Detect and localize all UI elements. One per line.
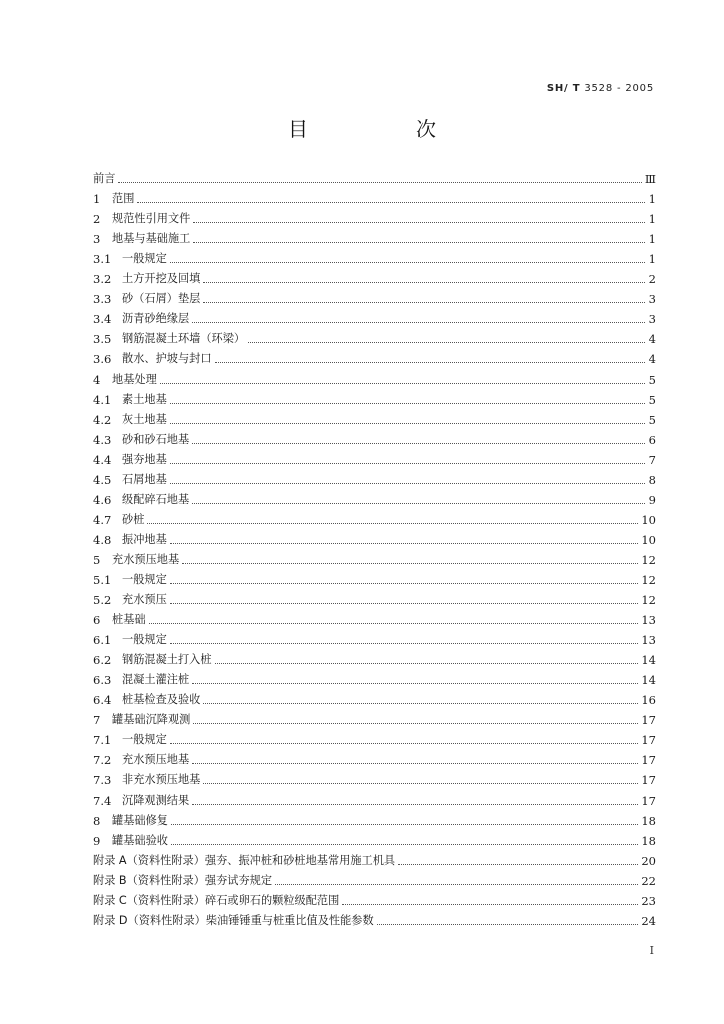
- toc-entry-title: 一般规定: [122, 252, 167, 266]
- toc-entry[interactable]: [93, 687, 656, 707]
- toc-entry[interactable]: [93, 767, 656, 787]
- toc-entry-title: 振冲地基: [122, 532, 167, 546]
- toc-entry-page: 17: [641, 733, 656, 748]
- toc-entry-title: 附录 C（资料性附录）碎石或卵石的颗粒级配范围: [93, 893, 340, 907]
- toc-entry-number: 5.2: [93, 593, 112, 608]
- toc-dot-leader: [170, 642, 639, 644]
- toc-entry-number: 4.8: [93, 532, 112, 547]
- toc-entry-number: 2: [93, 212, 101, 227]
- toc-entry-page: 13: [641, 613, 656, 628]
- toc-entry[interactable]: [93, 848, 656, 868]
- toc-entry-number: 5: [93, 552, 101, 567]
- toc-dot-leader: [203, 281, 645, 283]
- toc-entry-number: 4.5: [93, 472, 112, 487]
- toc-dot-leader: [193, 221, 645, 223]
- toc-dot-leader: [193, 722, 638, 724]
- toc-entry-page: 7: [648, 452, 656, 467]
- toc-entry[interactable]: [93, 908, 656, 928]
- toc-dot-leader: [215, 662, 639, 664]
- toc-dot-leader: [248, 341, 645, 343]
- toc-entry-title: 附录 A（资料性附录）强夯、振冲桩和砂桩地基常用施工机具: [93, 853, 396, 867]
- toc-entry-page: 1: [648, 252, 656, 267]
- toc-entry-title: 罐基础沉降观测: [112, 713, 191, 727]
- toc-entry-page: 9: [648, 492, 656, 507]
- toc-dot-leader: [193, 241, 645, 243]
- toc-entry-number: 4.4: [93, 452, 112, 467]
- toc-dot-leader: [160, 382, 645, 384]
- page-number: I: [649, 944, 654, 957]
- toc-entry-title: 范围: [112, 192, 135, 206]
- toc-entry-title: 充水预压地基: [122, 753, 190, 767]
- toc-dot-leader: [192, 502, 645, 504]
- toc-entry[interactable]: [93, 868, 656, 888]
- toc-entry-title: 石屑地基: [122, 472, 167, 486]
- toc-entry-page: 23: [641, 893, 656, 908]
- toc-entry-title: 强夯地基: [122, 452, 167, 466]
- toc-entry-number: 4.6: [93, 492, 112, 507]
- toc-dot-leader: [398, 863, 638, 865]
- toc-entry-number: 4.3: [93, 432, 112, 447]
- toc-entry-page: 3: [648, 312, 656, 327]
- toc-entry[interactable]: [93, 266, 656, 286]
- toc-entry-title: 沥青砂绝缘层: [122, 312, 190, 326]
- toc-entry-number: 7.3: [93, 773, 112, 788]
- toc-entry[interactable]: [93, 607, 656, 627]
- toc-entry-number: 3: [93, 232, 101, 247]
- toc-entry-number: 3.6: [93, 352, 112, 367]
- toc-entry-page: 24: [641, 913, 656, 928]
- toc-entry[interactable]: [93, 427, 656, 447]
- toc-entry[interactable]: [93, 787, 656, 807]
- toc-dot-leader: [147, 522, 638, 524]
- toc-entry[interactable]: [93, 707, 656, 727]
- toc-entry[interactable]: [93, 747, 656, 767]
- toc-entry[interactable]: [93, 527, 656, 547]
- toc-dot-leader: [170, 261, 645, 263]
- toc-entry-title: 规范性引用文件: [112, 212, 191, 226]
- toc-dot-leader: [203, 782, 638, 784]
- toc-dot-leader: [192, 803, 638, 805]
- toc-entry-page: 17: [641, 713, 656, 728]
- toc-entry-number: 7.4: [93, 793, 112, 808]
- toc-entry-page: 4: [648, 352, 656, 367]
- toc-entry-title: 罐基础修复: [112, 813, 168, 827]
- standard-prefix: SH/ T: [546, 83, 581, 94]
- toc-entry-number: 6.1: [93, 633, 112, 648]
- toc-entry-page: 5: [648, 412, 656, 427]
- toc-entry-title: 一般规定: [122, 733, 167, 747]
- toc-entry-page: 16: [641, 693, 656, 708]
- toc-entry-title: 砂桩: [122, 512, 145, 526]
- toc-entry-page: 12: [641, 593, 656, 608]
- toc-entry-page: 20: [641, 853, 656, 868]
- toc-dot-leader: [275, 883, 638, 885]
- toc-entry-title: 沉降观测结果: [122, 793, 190, 807]
- toc-entry-number: 7.1: [93, 733, 112, 748]
- toc-entry-page: Ⅲ: [644, 172, 656, 187]
- toc-entry-number: 3.3: [93, 292, 112, 307]
- toc-entry[interactable]: [93, 808, 656, 828]
- toc-entry-page: 17: [641, 773, 656, 788]
- toc-entry-page: 2: [648, 272, 656, 287]
- toc-entry-title: 地基处理: [112, 372, 157, 386]
- toc-entry-title: 砂和砂石地基: [122, 432, 190, 446]
- toc-dot-leader: [192, 682, 638, 684]
- toc-dot-leader: [203, 702, 638, 704]
- toc-entry-title: 灰土地基: [122, 412, 167, 426]
- toc-dot-leader: [171, 823, 638, 825]
- toc-dot-leader: [192, 442, 645, 444]
- toc-dot-leader: [170, 402, 645, 404]
- toc-entry[interactable]: [93, 326, 656, 346]
- toc-entry-page: 6: [648, 432, 656, 447]
- toc-entry-page: 3: [648, 292, 656, 307]
- toc-entry-title: 罐基础验收: [112, 833, 168, 847]
- toc-entry[interactable]: [93, 888, 656, 908]
- toc-dot-leader: [118, 181, 642, 183]
- toc-entry[interactable]: [93, 667, 656, 687]
- toc-entry[interactable]: [93, 246, 656, 266]
- toc-dot-leader: [170, 582, 639, 584]
- toc-dot-leader: [377, 923, 639, 925]
- toc-entry-page: 4: [648, 332, 656, 347]
- toc-entry-number: 4.1: [93, 392, 112, 407]
- toc-entry[interactable]: [93, 467, 656, 487]
- toc-entry-number: 5.1: [93, 572, 112, 587]
- toc-entry-page: 12: [641, 552, 656, 567]
- toc-entry-title: 前言: [93, 172, 116, 186]
- toc-entry-number: 6.2: [93, 653, 112, 668]
- toc-entry-number: 8: [93, 813, 101, 828]
- toc-entry-page: 1: [648, 212, 656, 227]
- toc-entry-number: 4: [93, 372, 101, 387]
- toc-entry-number: 3.4: [93, 312, 112, 327]
- toc-dot-leader: [192, 321, 645, 323]
- toc-entry-title: 附录 D（资料性附录）柴油锤锤重与桩重比值及性能参数: [93, 913, 374, 927]
- toc-entry-title: 充水预压: [122, 593, 167, 607]
- toc-entry-page: 18: [641, 833, 656, 848]
- toc-entry-title: 散水、护坡与封口: [122, 352, 212, 366]
- toc-entry-page: 17: [641, 793, 656, 808]
- toc-entry[interactable]: [93, 306, 656, 326]
- toc-entry-title: 级配碎石地基: [122, 492, 190, 506]
- toc-entry-number: 6: [93, 613, 101, 628]
- toc-entry-page: 14: [641, 653, 656, 668]
- toc-entry-number: 4.2: [93, 412, 112, 427]
- toc-entry-number: 4.7: [93, 512, 112, 527]
- toc-entry[interactable]: [93, 567, 656, 587]
- toc-entry-title: 素土地基: [122, 392, 167, 406]
- toc-dot-leader: [170, 602, 639, 604]
- toc-entry-title: 砂（石屑）垫层: [122, 292, 201, 306]
- toc-entry[interactable]: [93, 727, 656, 747]
- toc-entry-number: 3.2: [93, 272, 112, 287]
- toc-entry-title: 钢筋混凝土环墙（环梁）: [122, 332, 246, 346]
- toc-entry[interactable]: [93, 828, 656, 848]
- toc-entry-title: 土方开挖及回填: [122, 272, 201, 286]
- toc-entry[interactable]: [93, 166, 656, 186]
- toc-entry-number: 7.2: [93, 753, 112, 768]
- toc-entry-page: 10: [641, 532, 656, 547]
- toc-entry-number: 9: [93, 833, 101, 848]
- toc-entry[interactable]: [93, 507, 656, 527]
- toc-dot-leader: [203, 301, 645, 303]
- toc-dot-leader: [215, 361, 645, 363]
- toc-entry[interactable]: [93, 547, 656, 567]
- toc-entry-page: 10: [641, 512, 656, 527]
- toc-dot-leader: [192, 762, 638, 764]
- toc-dot-leader: [182, 562, 638, 564]
- toc-dot-leader: [149, 622, 639, 624]
- toc-dot-leader: [137, 201, 645, 203]
- toc-entry-title: 一般规定: [122, 572, 167, 586]
- toc-entry-page: 8: [648, 472, 656, 487]
- toc-entry[interactable]: [93, 627, 656, 647]
- toc-entry-number: 6.3: [93, 673, 112, 688]
- toc-entry-page: 14: [641, 673, 656, 688]
- toc-entry[interactable]: [93, 226, 656, 246]
- toc-dot-leader: [170, 542, 639, 544]
- toc-entry[interactable]: [93, 487, 656, 507]
- toc-dot-leader: [171, 843, 638, 845]
- toc-entry[interactable]: [93, 407, 656, 427]
- toc-entry-title: 混凝土灌注桩: [122, 673, 190, 687]
- toc-entry-number: 1: [93, 192, 101, 207]
- toc-entry-title: 非充水预压地基: [122, 773, 201, 787]
- toc-dot-leader: [170, 482, 645, 484]
- toc-entry-title: 充水预压地基: [112, 552, 180, 566]
- toc-entry[interactable]: [93, 587, 656, 607]
- toc-entry[interactable]: [93, 447, 656, 467]
- page-title: 目次: [288, 117, 544, 141]
- toc-entry[interactable]: [93, 206, 656, 226]
- toc-entry[interactable]: [93, 346, 656, 366]
- table-of-contents: [93, 166, 656, 928]
- toc-entry[interactable]: [93, 186, 656, 206]
- toc-entry-page: 1: [648, 232, 656, 247]
- toc-dot-leader: [342, 903, 638, 905]
- toc-dot-leader: [170, 422, 645, 424]
- toc-entry-page: 22: [641, 873, 656, 888]
- toc-entry-page: 5: [648, 372, 656, 387]
- toc-entry-title: 一般规定: [122, 633, 167, 647]
- toc-entry-page: 5: [648, 392, 656, 407]
- toc-dot-leader: [170, 462, 645, 464]
- standard-number: 3528 - 2005: [584, 83, 654, 94]
- toc-entry-page: 17: [641, 753, 656, 768]
- standard-code: [547, 83, 654, 94]
- toc-entry-number: 3.1: [93, 252, 112, 267]
- toc-entry[interactable]: [93, 286, 656, 306]
- toc-entry-title: 桩基础: [112, 613, 146, 627]
- toc-entry[interactable]: [93, 366, 656, 386]
- toc-entry-page: 1: [648, 192, 656, 207]
- toc-entry-number: 3.5: [93, 332, 112, 347]
- toc-entry-number: 7: [93, 713, 101, 728]
- toc-entry-title: 桩基检查及验收: [122, 693, 201, 707]
- toc-entry-page: 13: [641, 633, 656, 648]
- toc-entry-title: 地基与基础施工: [112, 232, 191, 246]
- toc-entry-number: 6.4: [93, 693, 112, 708]
- toc-dot-leader: [170, 742, 639, 744]
- toc-entry-title: 钢筋混凝土打入桩: [122, 653, 212, 667]
- toc-entry-page: 18: [641, 813, 656, 828]
- toc-entry[interactable]: [93, 387, 656, 407]
- toc-entry-title: 附录 B（资料性附录）强夯试夯规定: [93, 873, 273, 887]
- toc-entry-page: 12: [641, 572, 656, 587]
- toc-entry[interactable]: [93, 647, 656, 667]
